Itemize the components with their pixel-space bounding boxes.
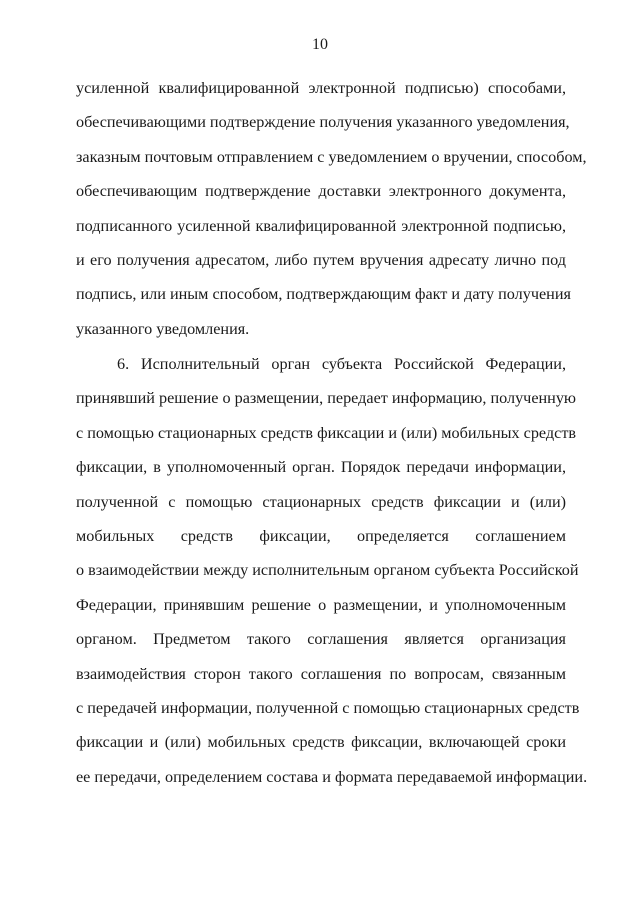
text-line: о взаимодействии между исполнительным органом субъекта Российской bbox=[76, 561, 579, 580]
text-line: с передачей информации, полученной с помощью стационарных средств bbox=[76, 698, 580, 717]
text-line: фиксации, в уполномоченный орган. Порядок передачи информации, bbox=[76, 458, 566, 477]
text-line: указанного уведомления. bbox=[76, 319, 250, 338]
text-line: заказным почтовым отправлением с уведомлением о вручении, способом, bbox=[76, 147, 587, 166]
text-line: подпись, или иным способом, подтверждающим факт и дату получения bbox=[76, 285, 571, 304]
text-line: и его получения адресатом, либо путем вручения адресату лично под bbox=[76, 250, 566, 269]
text-line: ее передачи, определением состава и формата передаваемой информации. bbox=[76, 767, 588, 786]
text-line: принявший решение о размещении, передает информацию, полученную bbox=[76, 389, 577, 408]
paragraph-6 bbox=[76, 347, 588, 794]
text-line: полученной с помощью стационарных средств фиксации и (или) bbox=[76, 492, 566, 511]
text-line: обеспечивающими подтверждение получения указанного уведомления, bbox=[76, 113, 570, 132]
text-line: Федерации, принявшим решение о размещении, и уполномоченным bbox=[76, 595, 566, 614]
text-line: с помощью стационарных средств фиксации и (или) мобильных средств bbox=[76, 423, 577, 442]
text-line: взаимодействия сторон такого соглашения по вопросам, связанным bbox=[76, 664, 566, 683]
text-line: обеспечивающим подтверждение доставки электронного документа, bbox=[76, 182, 566, 201]
page-number: 10 bbox=[312, 36, 328, 53]
text-line: органом. Предметом такого соглашения является организация bbox=[76, 630, 566, 649]
text-line: усиленной квалифицированной электронной подписью) способами, bbox=[76, 79, 566, 97]
text-line: подписанного усиленной квалифицированной электронной подписью, bbox=[76, 216, 566, 235]
text-line: фиксации и (или) мобильных средств фиксации, включающей сроки bbox=[76, 733, 566, 752]
paragraph-continued bbox=[76, 71, 587, 346]
text-line: 6. Исполнительный орган субъекта Российской Федерации, bbox=[117, 355, 566, 373]
text-line: мобильных средств фиксации, определяется соглашением bbox=[76, 526, 566, 545]
